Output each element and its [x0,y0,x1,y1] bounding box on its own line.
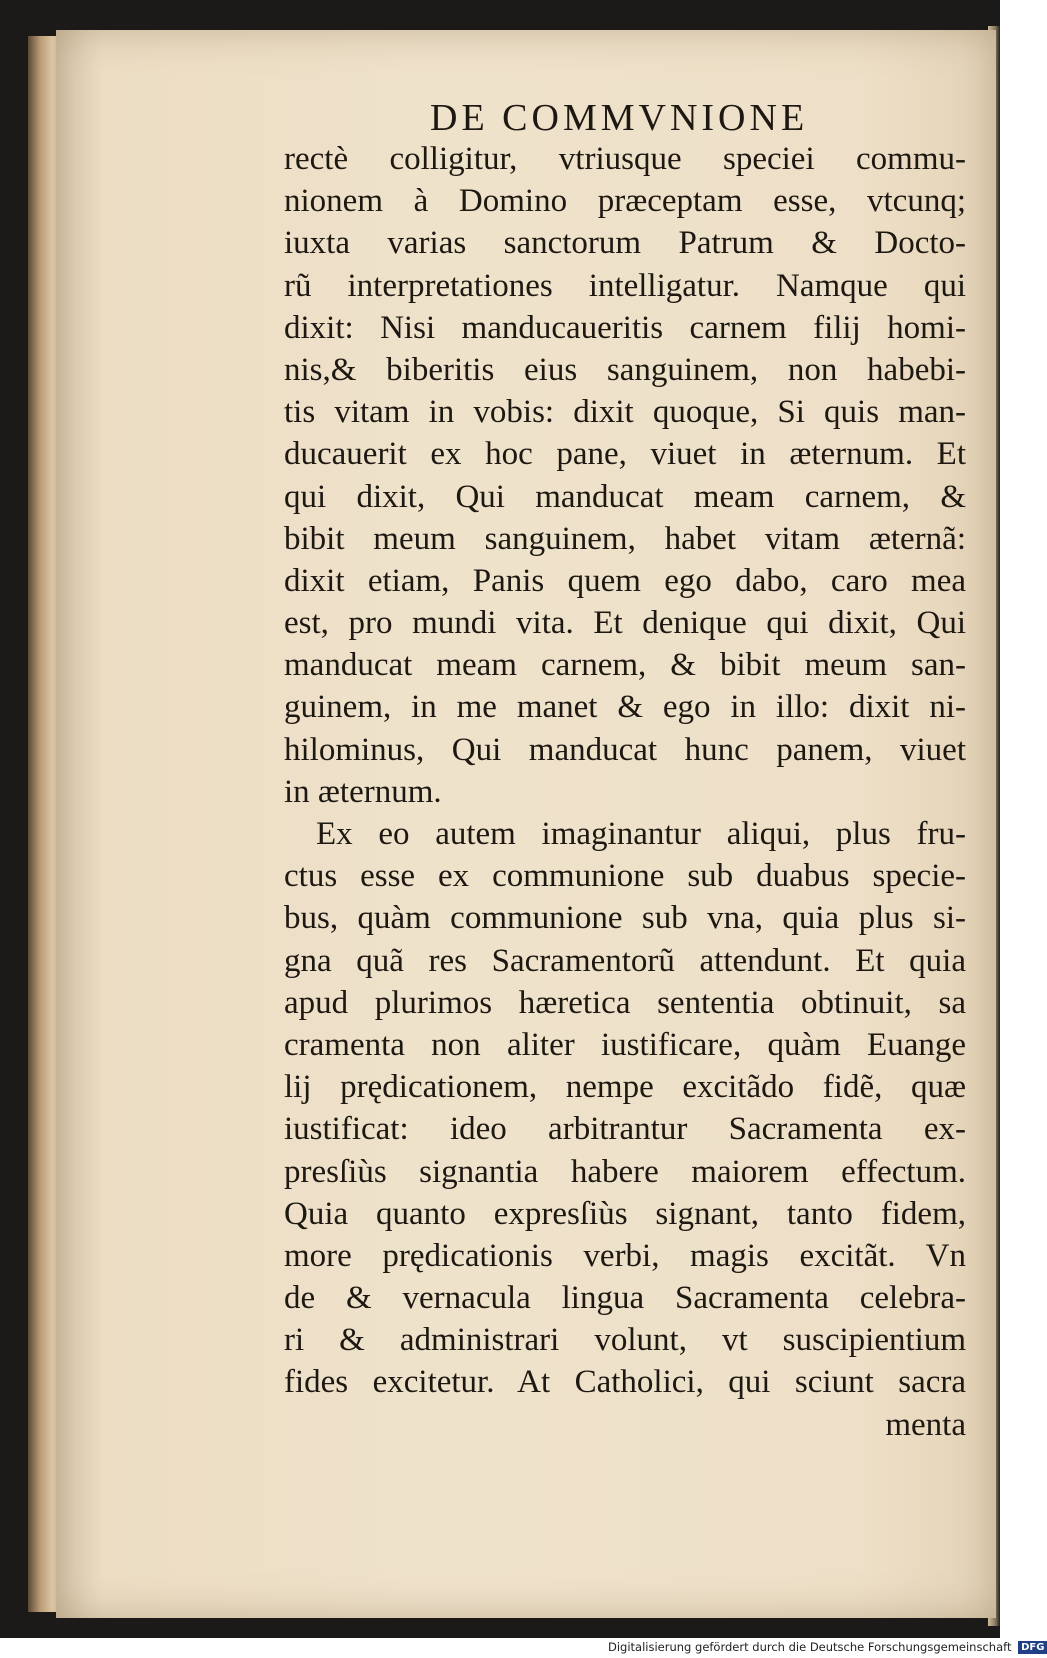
text-line: Ex eo autem imaginantur aliqui, plus fru- [316,816,966,852]
text-line: cramenta non aliter iustificare, quàm Euange [284,1026,966,1063]
text-line: in æternum. [284,773,442,810]
text-line: Quia quanto expresſiùs signant, tanto fidem, [284,1195,966,1232]
text-line: qui dixit, Qui manducat meam carnem, & [284,478,966,515]
text-line: hilominus, Qui manducat hunc panem, viuet [284,731,966,768]
digitization-credit [608,1640,1045,1658]
text-line: apud plurimos hæretica sententia obtinuit, sa [284,984,966,1021]
text-line: nis,& biberitis eius sanguinem, non habebi- [284,351,966,388]
text-line: ctus esse ex communione sub duabus specie- [284,858,966,895]
text-line: rũ interpretationes intelligatur. Namque qui [284,267,966,304]
text-line: dixit etiam, Panis quem ego dabo, caro mea [284,562,966,599]
text-line: nionem à Domino præceptam esse, vtcunq; [284,183,966,220]
text-line: iustificat: ideo arbitrantur Sacramenta ex- [284,1111,966,1148]
text-line: more prędicationis verbi, magis excitãt. Vn [284,1237,966,1274]
text-line: lij prędicationem, nempe excitãdo fidẽ, quæ [284,1069,966,1106]
text-line: bibit meum sanguinem, habet vitam æternã: [284,520,966,557]
text-line: manducat meam carnem, & bibit meum san- [284,647,966,684]
text-line: dixit: Nisi manducaueritis carnem filij homi- [284,309,966,346]
running-head: DE COMMVNIONE [430,97,809,139]
text-line: iuxta varias sanctorum Patrum & Docto- [284,225,966,262]
text-line: de & vernacula lingua Sacramenta celebra- [284,1280,966,1317]
dfg-logo: DFG [1018,1641,1047,1654]
body-text [284,138,966,1446]
text-line: bus, quàm communione sub vna, quia plus si- [284,900,966,937]
credit-text: Digitalisierung gefördert durch die Deutsche Forschungsgemeinschaft [608,1640,1012,1654]
text-line: fides excitetur. At Catholici, qui sciunt sacra [284,1364,966,1401]
text-line: rectè colligitur, vtriusque speciei commu- [284,141,966,177]
text-line: gna quã res Sacramentorũ attendunt. Et quia [284,942,966,979]
text-line: presſiùs signantia habere maiorem effectum. [284,1153,966,1190]
text-line: ri & administrari volunt, vt suscipientium [284,1322,966,1359]
text-line: tis vitam in vobis: dixit quoque, Si quis man- [284,394,966,431]
catchword: menta [885,1406,966,1443]
text-line: est, pro mundi vita. Et denique qui dixit, Qui [284,605,966,642]
text-line: guinem, in me manet & ego in illo: dixit ni- [284,689,966,726]
text-line: ducauerit ex hoc pane, viuet in æternum. Et [284,436,966,473]
